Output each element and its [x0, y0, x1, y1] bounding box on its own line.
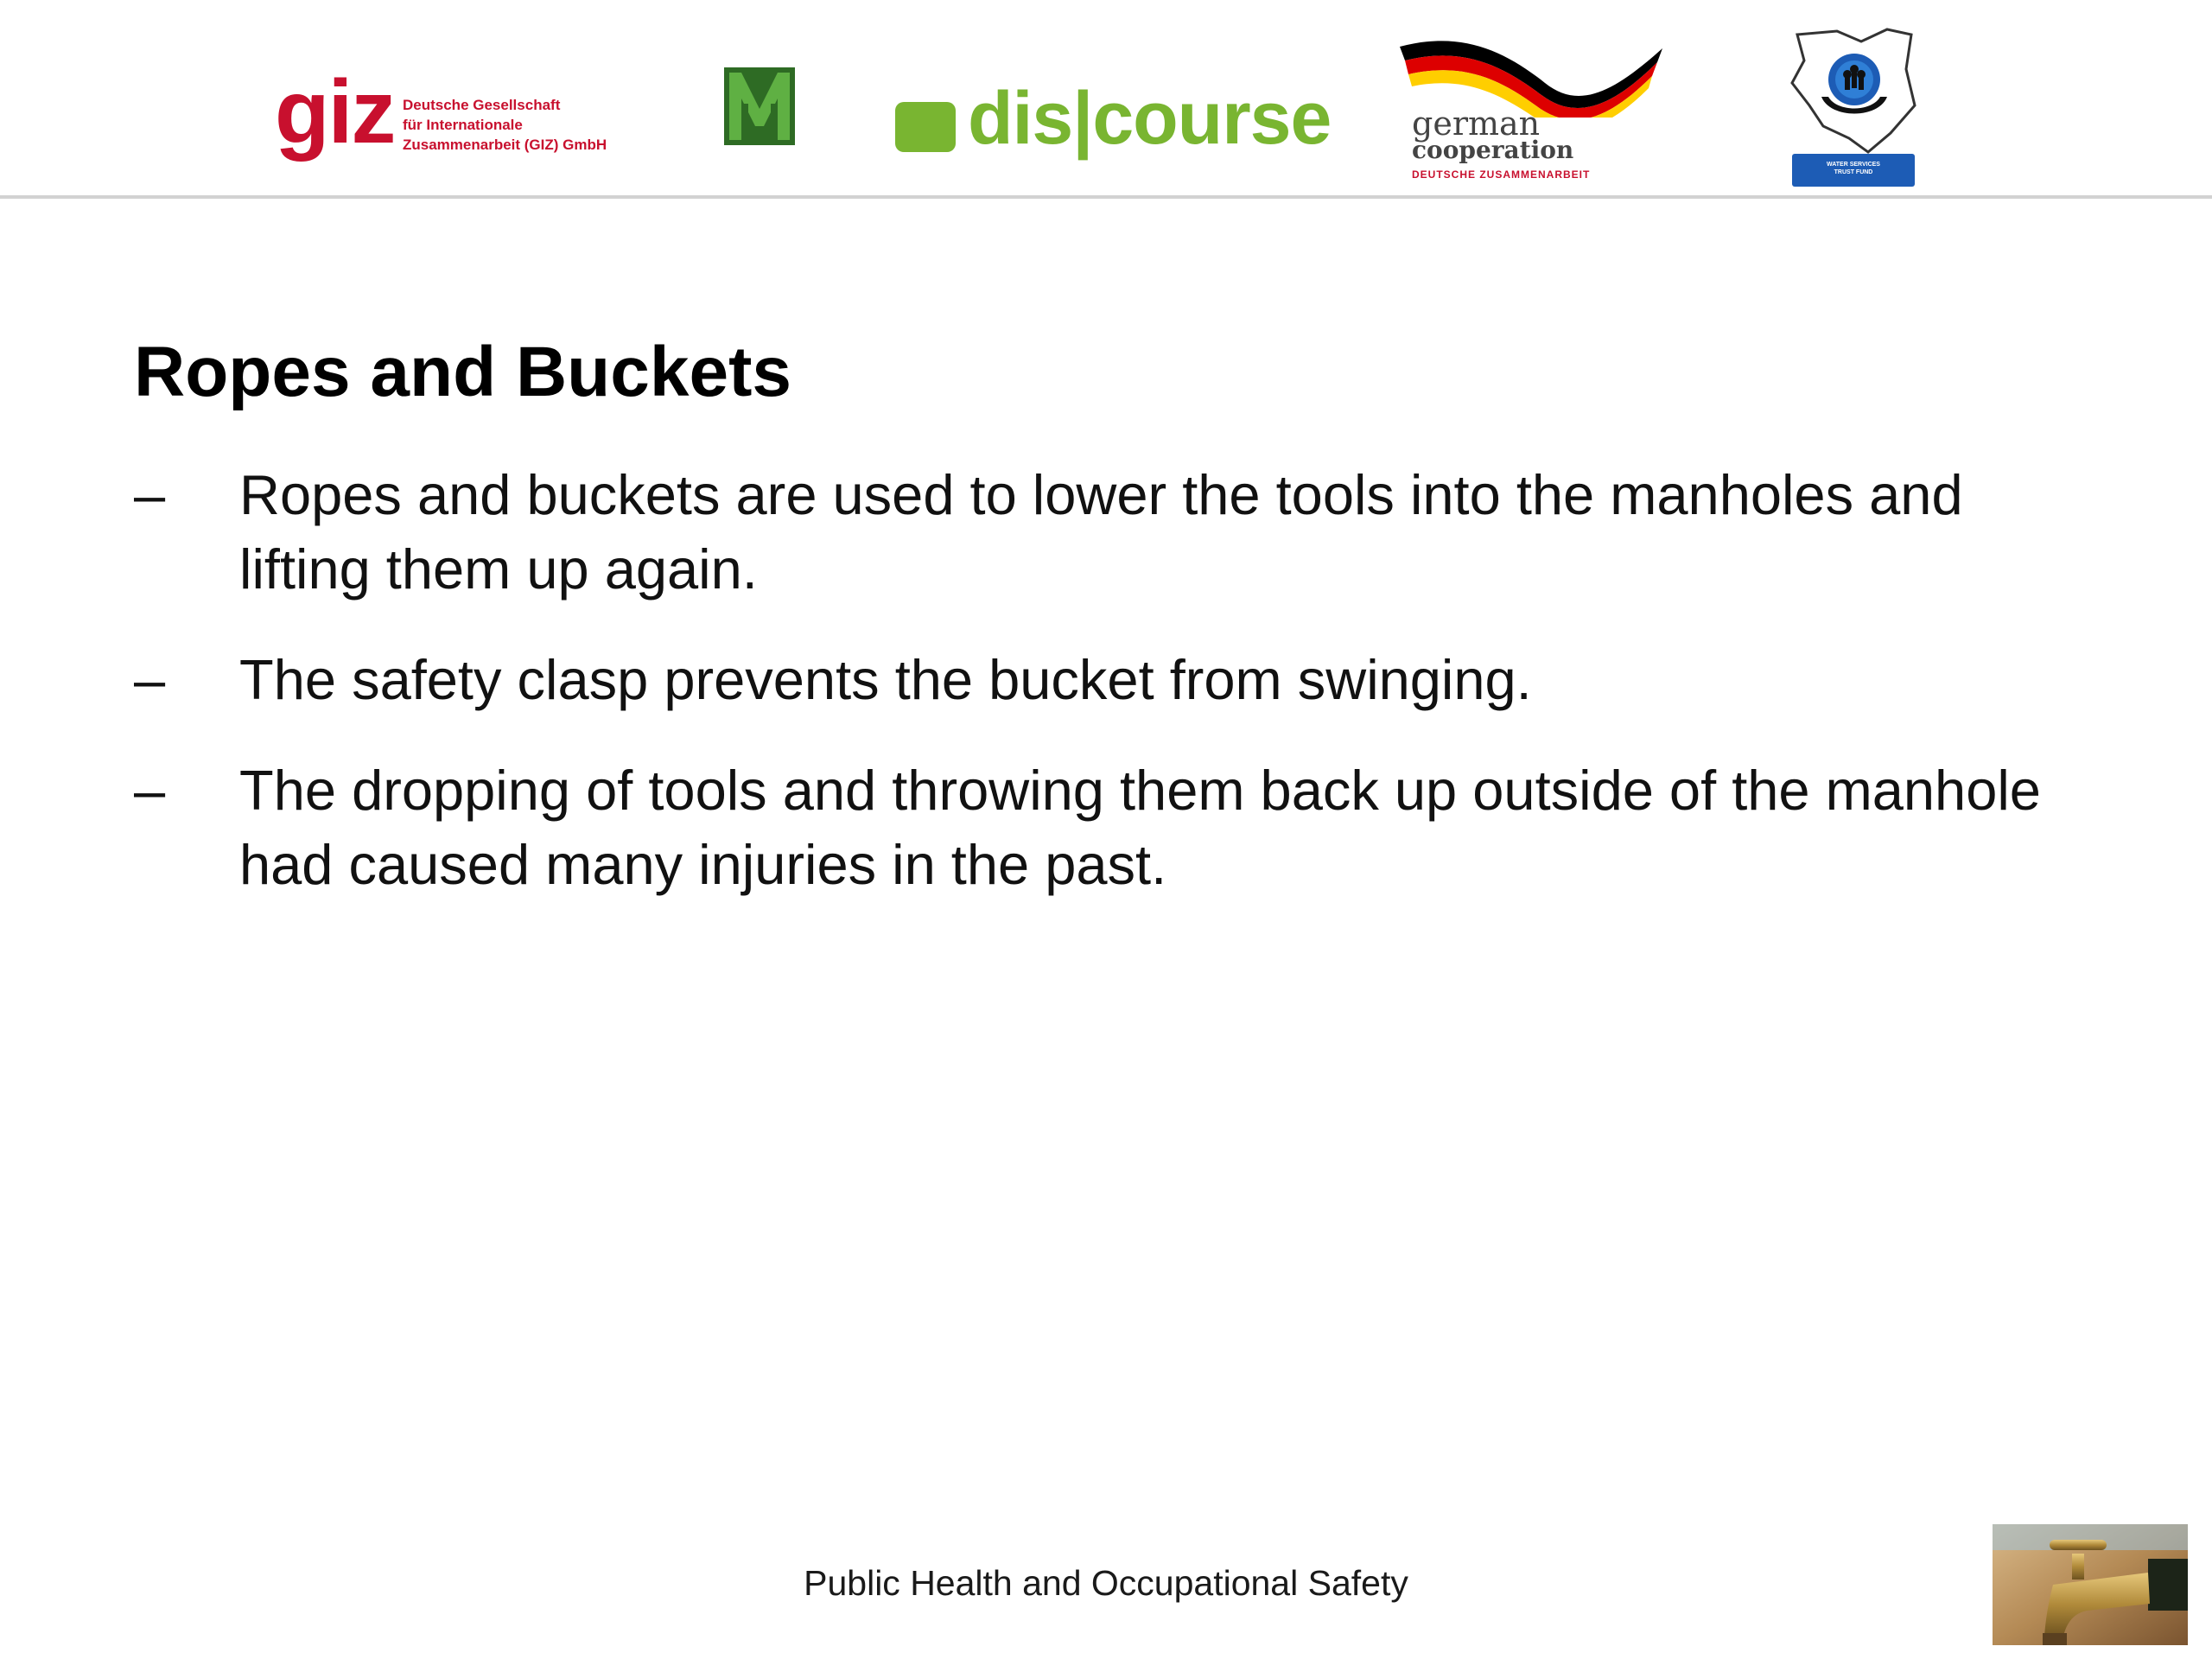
kenya-map-emblem-icon — [1785, 22, 1922, 161]
bullet-text: Ropes and buckets are used to lower the tools into the manholes and lifting them up again. — [239, 463, 1963, 601]
discourse-square-icon — [895, 102, 956, 152]
bullet-item — [134, 458, 2104, 607]
german-label: german — [1412, 105, 1541, 143]
logo-banner — [0, 0, 2212, 197]
bullet-dash: – — [134, 759, 166, 822]
bullet-dash: – — [134, 463, 166, 526]
water-services-trust-fund-logo — [1785, 22, 1922, 192]
bullet-text: The dropping of tools and throwing them back up outside of the manhole had caused many injuries in the past. — [239, 759, 2041, 896]
discourse-logo — [895, 77, 1332, 169]
giz-subtitle-line: Deutsche Gesellschaft — [403, 97, 561, 113]
german-cooperation-logo — [1398, 31, 1671, 188]
cooperation-label: cooperation — [1412, 136, 1574, 164]
bullet-item — [134, 643, 2104, 717]
bullet-list — [134, 458, 2104, 938]
m-emblem-icon — [722, 64, 797, 149]
slide-title: Ropes and Buckets — [134, 333, 791, 411]
giz-subtitle — [403, 95, 607, 155]
wstf-banner-line: TRUST FUND — [1834, 169, 1873, 175]
bullet-dash: – — [134, 648, 166, 711]
footer-text: Public Health and Occupational Safety — [804, 1563, 1408, 1603]
giz-logo — [275, 62, 620, 175]
wstf-banner-line: WATER SERVICES — [1827, 162, 1880, 168]
wstf-banner — [1792, 154, 1915, 187]
discourse-wordmark: dis|course — [968, 77, 1332, 160]
water-tap-photo-icon — [1993, 1524, 2188, 1645]
bullet-item — [134, 753, 2104, 902]
giz-subtitle-line: Zusammenarbeit (GIZ) GmbH — [403, 137, 607, 153]
bullet-text: The safety clasp prevents the bucket from swinging. — [239, 648, 1532, 711]
header-divider — [0, 195, 2212, 199]
deutsche-zusammenarbeit-label: DEUTSCHE ZUSAMMENARBEIT — [1412, 168, 1591, 181]
giz-subtitle-line: für Internationale — [403, 117, 523, 133]
giz-wordmark: giz — [275, 62, 395, 162]
